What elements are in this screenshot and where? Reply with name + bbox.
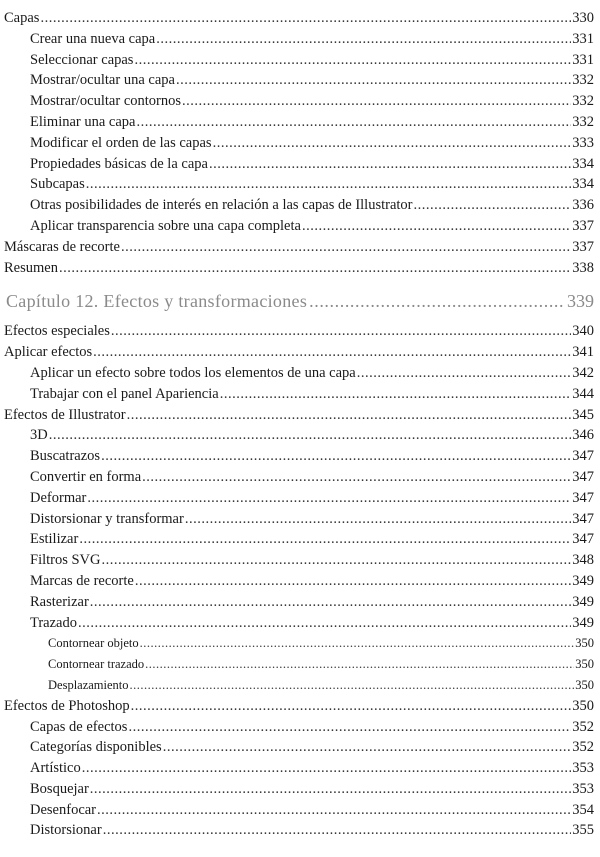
toc-entry: [0, 654, 600, 675]
table-of-contents: [0, 8, 600, 841]
toc-entry-title: Efectos especiales: [4, 323, 110, 340]
toc-entry-title: Crear una nueva capa: [30, 30, 156, 47]
toc-entry: [0, 467, 600, 488]
toc-entry: [0, 8, 600, 29]
toc-entry-title: Categorías disponibles: [30, 739, 162, 756]
toc-entry-title: Artístico: [30, 760, 81, 777]
toc-entry-page-number: 347: [572, 489, 594, 506]
toc-entry-page-number: 348: [572, 552, 594, 569]
toc-entry: [0, 425, 600, 446]
toc-entry-title: Desenfocar: [30, 801, 97, 818]
toc-entry-title: Otras posibilidades de interés en relación a las capas de Illustrator: [30, 197, 413, 214]
dot-leader: [127, 405, 572, 426]
toc-entry-title: Deformar: [30, 489, 87, 506]
toc-entry: [0, 717, 600, 738]
toc-entry-title: Seleccionar capas: [30, 51, 134, 68]
dot-leader: [302, 216, 571, 237]
toc-entry-page-number: 344: [572, 385, 594, 402]
toc-entry-title: Trabajar con el panel Apariencia: [30, 385, 219, 402]
toc-entry: [0, 592, 600, 613]
toc-entry: [0, 571, 600, 592]
dot-leader: [82, 758, 572, 779]
dot-leader: [87, 488, 571, 509]
toc-entry-page-number: 350: [572, 697, 594, 714]
toc-entry: [0, 384, 600, 405]
dot-leader: [97, 800, 571, 821]
toc-section-after: [0, 321, 600, 841]
toc-entry-title: Estilizar: [30, 531, 79, 548]
toc-entry-title: Desplazamiento: [48, 677, 129, 692]
dot-leader: [213, 133, 572, 154]
dot-leader: [103, 820, 572, 841]
toc-entry: [0, 550, 600, 571]
toc-entry-page-number: 336: [572, 197, 594, 214]
toc-entry: [0, 405, 600, 426]
toc-entry-page-number: 350: [575, 657, 594, 672]
dot-leader: [135, 571, 571, 592]
dot-leader: [209, 154, 571, 175]
toc-entry: [0, 50, 600, 71]
dot-leader: [136, 112, 571, 133]
toc-entry: [0, 800, 600, 821]
toc-entry: [0, 779, 600, 800]
toc-entry: [0, 613, 600, 634]
dot-leader: [220, 384, 572, 405]
toc-entry: [0, 195, 600, 216]
toc-entry-title: Mostrar/ocultar una capa: [30, 72, 175, 89]
toc-entry-page-number: 332: [572, 72, 594, 89]
toc-entry: [0, 174, 600, 195]
toc-entry-title: Máscaras de recorte: [4, 238, 120, 255]
dot-leader: [101, 446, 571, 467]
toc-entry-page-number: 345: [572, 406, 594, 423]
dot-leader: [59, 258, 571, 279]
toc-entry-page-number: 352: [572, 718, 594, 735]
toc-entry: [0, 29, 600, 50]
toc-entry-page-number: 338: [572, 259, 594, 276]
toc-entry-page-number: 332: [572, 93, 594, 110]
toc-entry-page-number: 332: [572, 113, 594, 130]
dot-leader: [163, 737, 572, 758]
toc-entry-title: Aplicar transparencia sobre una capa completa: [30, 217, 301, 234]
toc-entry-title: Convertir en forma: [30, 468, 142, 485]
toc-entry-page-number: 330: [572, 10, 594, 26]
dot-leader: [357, 363, 572, 384]
toc-entry-title: Contornear trazado: [48, 657, 145, 672]
dot-leader: [182, 91, 571, 112]
chapter-page-number: 339: [567, 291, 594, 312]
toc-entry-title: Efectos de Illustrator: [4, 406, 126, 423]
dot-leader: [414, 195, 572, 216]
dot-leader: [140, 633, 575, 654]
toc-entry-title: Contornear objeto: [48, 636, 139, 651]
toc-entry: [0, 488, 600, 509]
toc-entry-page-number: 340: [572, 323, 594, 340]
dot-leader: [40, 8, 571, 29]
toc-entry: [0, 529, 600, 550]
toc-entry-title: Efectos de Photoshop: [4, 697, 130, 714]
toc-entry-page-number: 353: [572, 780, 594, 797]
toc-entry-page-number: 334: [572, 176, 594, 193]
toc-entry: [0, 154, 600, 175]
toc-entry-title: Aplicar un efecto sobre todos los elementos de una capa: [30, 364, 356, 381]
toc-entry-page-number: 353: [572, 760, 594, 777]
dot-leader: [79, 529, 571, 550]
toc-entry: [0, 758, 600, 779]
toc-entry-page-number: 349: [572, 614, 594, 631]
toc-entry-page-number: 355: [572, 822, 594, 839]
toc-entry-title: Modificar el orden de las capas: [30, 134, 212, 151]
toc-entry-title: Trazado: [30, 614, 77, 631]
toc-entry: [0, 91, 600, 112]
dot-leader: [93, 342, 571, 363]
dot-leader: [111, 321, 571, 342]
dot-leader: [121, 237, 571, 258]
dot-leader: [90, 779, 571, 800]
toc-entry-page-number: 337: [572, 217, 594, 234]
dot-leader: [156, 29, 571, 50]
toc-entry-title: Aplicar efectos: [4, 344, 93, 361]
toc-entry-title: Eliminar una capa: [30, 113, 136, 130]
toc-entry: [0, 446, 600, 467]
dot-leader: [309, 288, 565, 314]
dot-leader: [142, 467, 571, 488]
toc-entry-title: Buscatrazos: [30, 448, 101, 465]
toc-entry-title: Subcapas: [30, 176, 85, 193]
toc-entry: [0, 633, 600, 654]
toc-entry-title: Resumen: [4, 259, 58, 276]
toc-entry-title: 3D: [30, 427, 48, 444]
toc-entry: [0, 112, 600, 133]
toc-entry-title: Capas de efectos: [30, 718, 128, 735]
toc-entry-page-number: 349: [572, 572, 594, 589]
dot-leader: [128, 717, 571, 738]
toc-entry-title: Filtros SVG: [30, 552, 101, 569]
toc-entry-title: Marcas de recorte: [30, 572, 134, 589]
toc-section-before: [0, 8, 600, 278]
dot-leader: [102, 550, 572, 571]
toc-entry-page-number: 349: [572, 593, 594, 610]
toc-entry: [0, 321, 600, 342]
toc-entry-page-number: 354: [572, 801, 594, 818]
toc-entry: [0, 820, 600, 841]
toc-entry-page-number: 337: [572, 238, 594, 255]
toc-entry-title: Mostrar/ocultar contornos: [30, 93, 182, 110]
toc-entry-page-number: 333: [572, 134, 594, 151]
toc-entry-page-number: 341: [572, 344, 594, 361]
toc-entry-page-number: 350: [575, 677, 594, 692]
chapter-heading: [0, 288, 600, 314]
chapter-title: Capítulo 12. Efectos y transformaciones: [6, 291, 308, 312]
toc-entry-title: Bosquejar: [30, 780, 89, 797]
toc-entry-title: Propiedades básicas de la capa: [30, 155, 208, 172]
toc-entry-page-number: 347: [572, 531, 594, 548]
toc-entry: [0, 133, 600, 154]
toc-entry-page-number: 352: [572, 739, 594, 756]
toc-entry: [0, 70, 600, 91]
toc-entry-page-number: 334: [572, 155, 594, 172]
toc-entry-title: Distorsionar y transformar: [30, 510, 184, 527]
dot-leader: [49, 425, 572, 446]
toc-entry-title: Rasterizar: [30, 593, 89, 610]
toc-entry-page-number: 347: [572, 448, 594, 465]
toc-entry-page-number: 331: [572, 30, 594, 47]
toc-entry-page-number: 347: [572, 510, 594, 527]
dot-leader: [130, 675, 575, 696]
dot-leader: [176, 70, 571, 91]
dot-leader: [145, 654, 574, 675]
toc-entry-page-number: 331: [572, 51, 594, 68]
toc-entry-title: Distorsionar: [30, 822, 102, 839]
dot-leader: [185, 509, 571, 530]
dot-leader: [131, 696, 572, 717]
toc-entry-page-number: 342: [572, 364, 594, 381]
toc-entry: [0, 216, 600, 237]
toc-entry: [0, 237, 600, 258]
toc-entry: [0, 363, 600, 384]
dot-leader: [78, 613, 571, 634]
toc-entry: [0, 342, 600, 363]
dot-leader: [90, 592, 571, 613]
toc-entry-page-number: 350: [575, 636, 594, 651]
toc-entry: [0, 258, 600, 279]
toc-entry: [0, 675, 600, 696]
toc-entry: [0, 696, 600, 717]
toc-entry: [0, 509, 600, 530]
toc-entry-page-number: 347: [572, 468, 594, 485]
dot-leader: [86, 174, 571, 195]
dot-leader: [134, 50, 571, 71]
toc-entry: [0, 737, 600, 758]
toc-entry-page-number: 346: [572, 427, 594, 444]
toc-entry-title: Capas: [4, 10, 40, 26]
